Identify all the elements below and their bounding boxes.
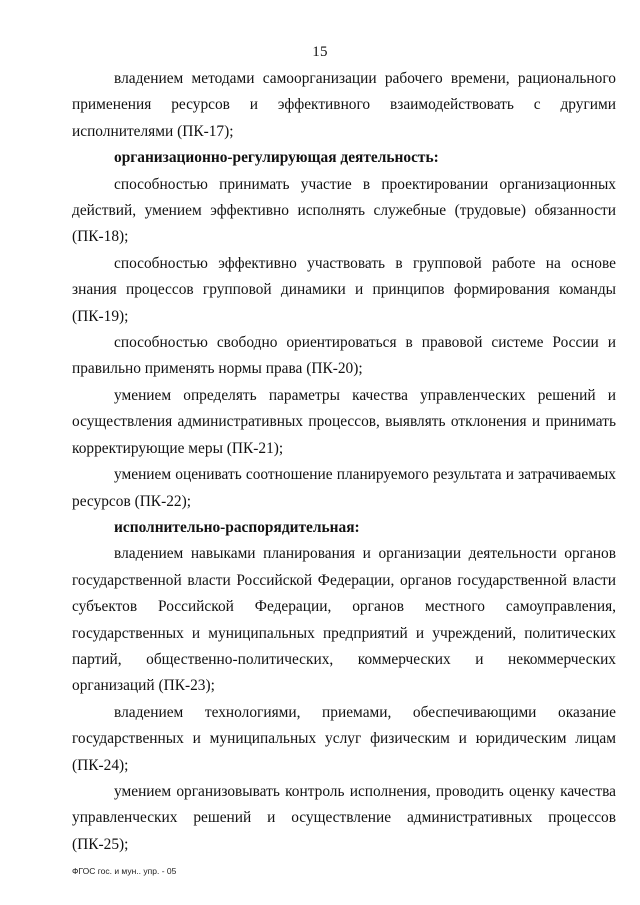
paragraph-pk-19: способностью эффективно участвовать в групповой работе на основе знания процессов групповой динамики и принципов формирования команды (ПК-19); [72, 254, 616, 325]
paragraph-pk-18: способностью принимать участие в проектировании организационных действий, умением эффективно исполнять служебные (трудовые) обязанности (ПК-18); [72, 175, 616, 246]
paragraph-pk-17: владением методами самоорганизации рабочего времени, рационального применения ресурсов и эффективного взаимодействовать с другими исполнителями (ПК-17); [72, 70, 616, 140]
section-heading-executive-administrative: исполнительно-распорядительная: [114, 518, 360, 536]
document-body [72, 66, 616, 858]
section-heading-organizational-regulating: организационно-регулирующая деятельность: [114, 149, 439, 167]
paragraph-pk-23: владением навыками планирования и организации деятельности органов государственной власти Российской Федерации, органов государственной власти субъектов Российской Федерации, органов местного самоуправления, государственных и муниципальных предприятий и учреждений, политических партий, общественно-политических, коммерческих и некоммерческих организаций (ПК-23); [72, 545, 616, 695]
paragraph-pk-21: умением определять параметры качества управленческих решений и осуществления административных процессов, выявлять отклонения и принимать корректирующие меры (ПК-21); [72, 386, 616, 457]
page-number: 15 [312, 44, 328, 60]
page-footer: ФГОС гос. и мун.. упр. - 05 [72, 866, 177, 876]
paragraph-pk-20: способностью свободно ориентироваться в правовой системе России и правильно применять нормы права (ПК-20); [72, 334, 616, 378]
paragraph-pk-25: умением организовывать контроль исполнения, проводить оценку качества управленческих решений и осуществление административных процессов (ПК-25); [72, 782, 616, 853]
paragraph-pk-22: умением оценивать соотношение планируемого результата и затрачиваемых ресурсов (ПК-22); [72, 466, 616, 510]
paragraph-pk-24: владением технологиями, приемами, обеспечивающими оказание государственных и муниципальных услуг физическим и юридическим лицам (ПК-24); [72, 703, 616, 774]
